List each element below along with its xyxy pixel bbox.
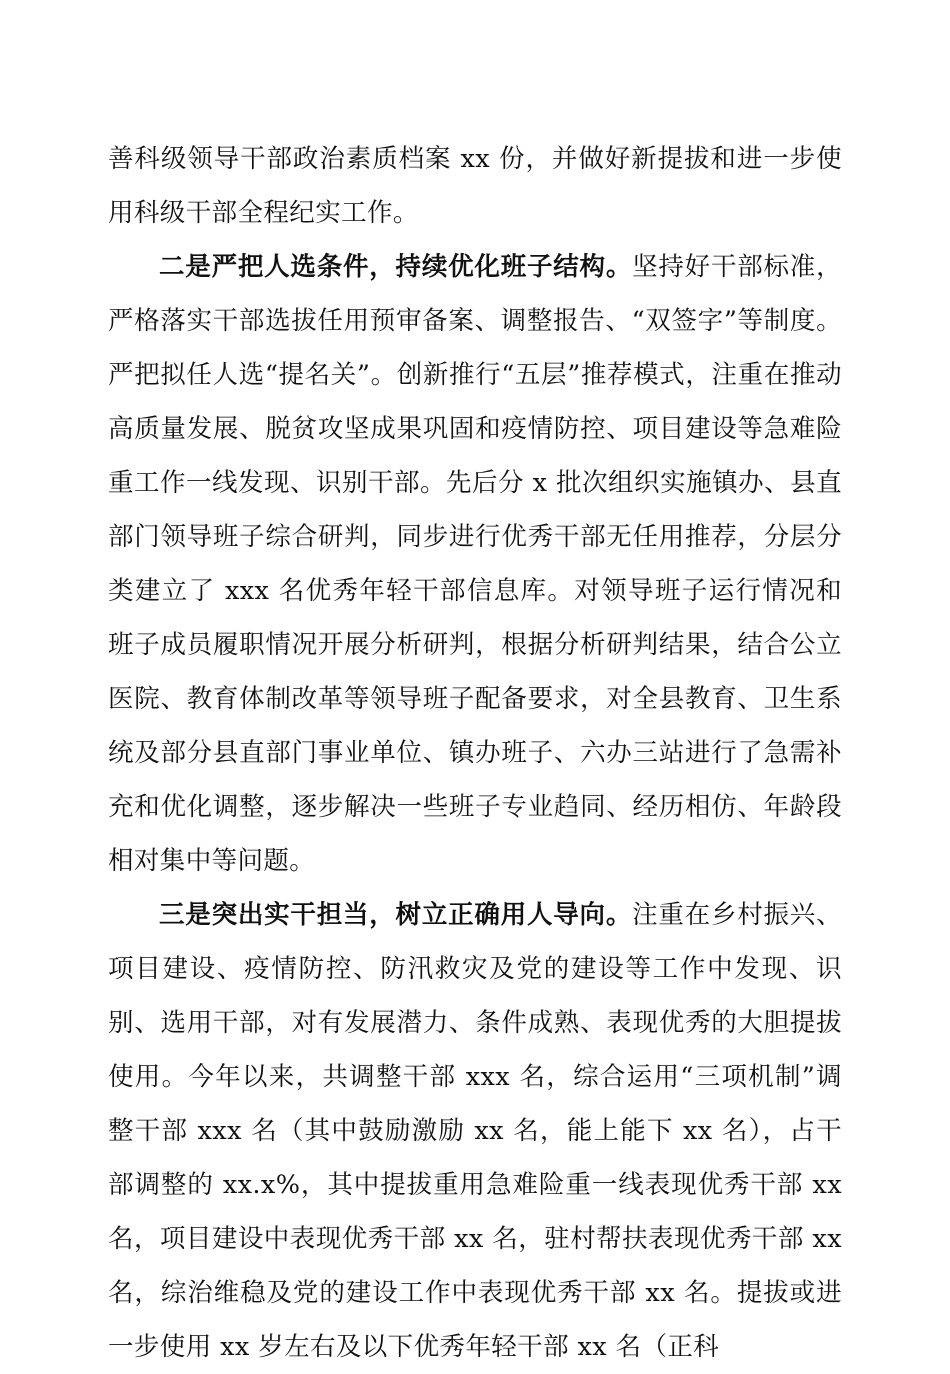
paragraph-1 bbox=[108, 132, 842, 240]
document-body bbox=[108, 132, 842, 1374]
paragraph-3-lead: 三是突出实干担当，树立正确用人导向。 bbox=[159, 900, 633, 930]
paragraph-2-lead: 二是严把人选条件，持续优化班子结构。 bbox=[159, 252, 633, 282]
paragraph-1-text: 善科级领导干部政治素质档案 xx 份，并做好新提拔和进一步使用科级干部全程纪实工作。 bbox=[108, 144, 842, 228]
paragraph-2-text: 坚持好干部标准，严格落实干部选拔任用预审备案、调整报告、“双签字”等制度。严把拟任人选“提名关”。创新推行“五层”推荐模式，注重在推动高质量发展、脱贫攻坚成果巩固和疫情防控、项目建设等急难险重工作一线发现、识别干部。先后分 x 批次组织实施镇办、县直部门领导班子综合研判，同步进行优秀干部无任用推荐，分层分类建立了 xxx 名优秀年轻干部信息库。对领导班子运行情况和班子成员履职情况开展分析研判，根据分析研判结果，结合公立医院、教育体制改革等领导班子配备要求，对全县教育、卫生系统及部分县直部门事业单位、镇办班子、六办三站进行了急需补充和优化调整，逐步解决一些班子专业趋同、经历相仿、年龄段相对集中等问题。 bbox=[108, 252, 842, 876]
paragraph-2 bbox=[108, 240, 842, 888]
paragraph-3-text: 注重在乡村振兴、项目建设、疫情防控、防汛救灾及党的建设等工作中发现、识别、选用干部，对有发展潜力、条件成熟、表现优秀的大胆提拔使用。今年以来，共调整干部 xxx 名，综合运用“三项机制”调整干部 xxx 名（其中鼓励激励 xx 名，能上能下 xx 名），占干部调整的 xx.x%，其中提拔重用急难险重一线表现优秀干部 xx 名，项目建设中表现优秀干部 xx 名，驻村帮扶表现优秀干部 xx 名，综治维稳及党的建设工作中表现优秀干部 xx 名。提拔或进一步使用 xx 岁左右及以下优秀年轻干部 xx 名（正科 bbox=[108, 900, 842, 1362]
paragraph-3 bbox=[108, 888, 842, 1374]
